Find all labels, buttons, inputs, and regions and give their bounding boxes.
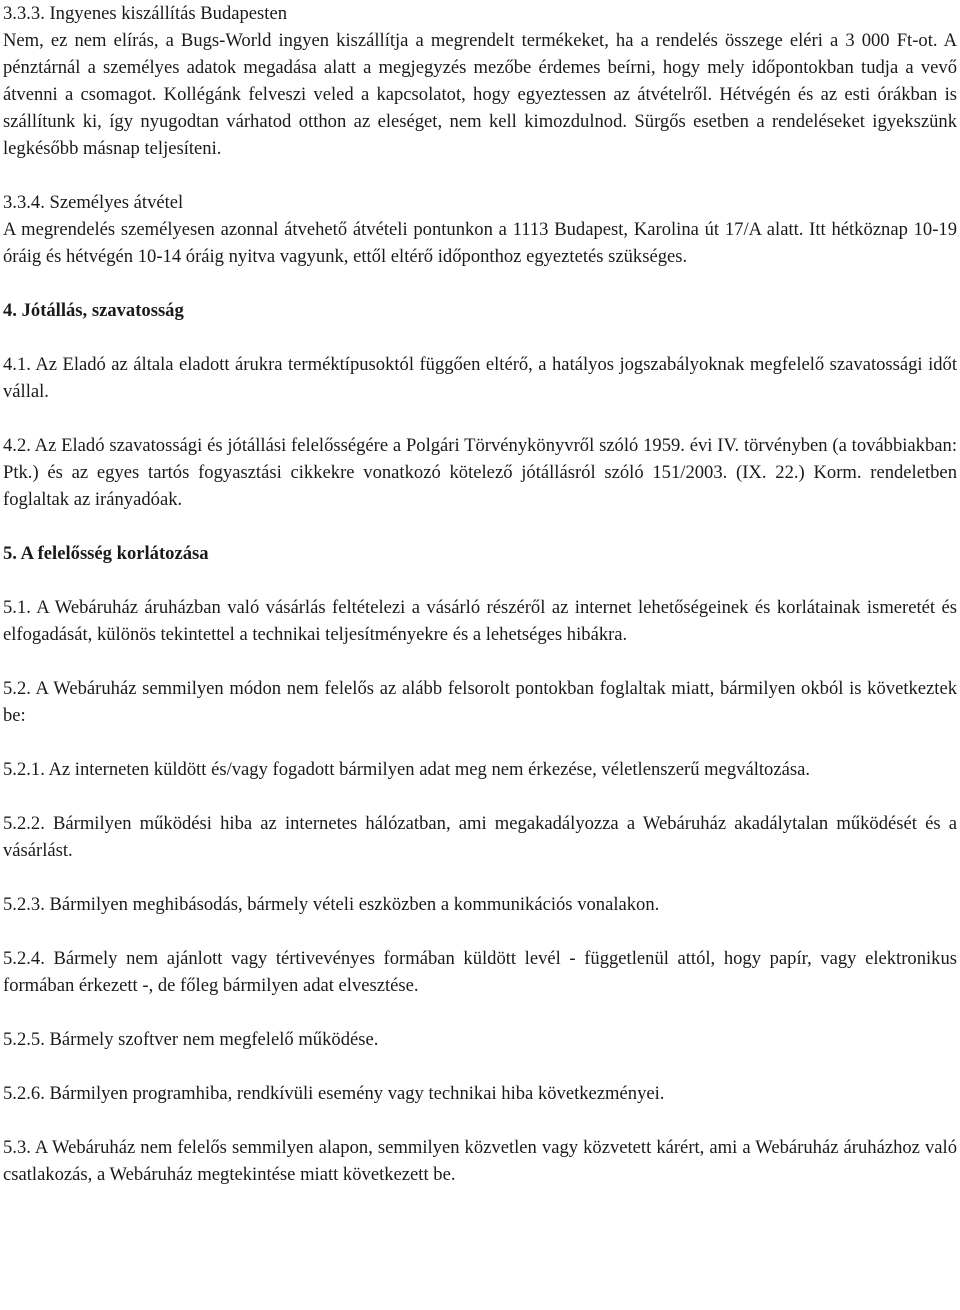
paragraph: 5.2.4. Bármely nem ajánlott vagy tértivevényes formában küldött levél - függetlenül attól, hogy papír, vagy elektronikus formában érkezett -, de főleg bármilyen adat elvesztése. <box>3 948 957 996</box>
paragraph: 5.1. A Webáruház áruházban való vásárlás feltételezi a vásárló részéről az internet lehetőségeinek és korlátainak ismeretét és elfogadását, különös tekintettel a technikai teljesítményekre és a lehetséges hibákra. <box>3 597 957 645</box>
section-3-3-3 <box>3 0 957 162</box>
section-heading: 3.3.4. Személyes átvétel <box>3 192 184 213</box>
paragraph: 5.2.5. Bármely szoftver nem megfelelő működése. <box>3 1029 379 1050</box>
paragraph: 4.1. Az Eladó az általa eladott árukra terméktípusoktól függően eltérő, a hatályos jogszabályoknak megfelelő szavatossági időt vállal. <box>3 354 957 402</box>
paragraph: 5.2.2. Bármilyen működési hiba az internetes hálózatban, ami megakadályozza a Webáruház akadálytalan működését és a vásárlást. <box>3 813 957 861</box>
paragraph: A megrendelés személyesen azonnal átvehető átvételi pontunkon a 1113 Budapest, Karolina út 17/A alatt. Itt hétköznap 10-19 óráig és hétvégén 10-14 óráig nyitva vagyunk, ettől eltérő időponthoz egyeztetés szükséges. <box>3 219 957 267</box>
paragraph: 5.2.3. Bármilyen meghibásodás, bármely vételi eszközben a kommunikációs vonalakon. <box>3 894 660 915</box>
paragraph: 5.2.6. Bármilyen programhiba, rendkívüli esemény vagy technikai hiba következményei. <box>3 1083 665 1104</box>
paragraph: 5.3. A Webáruház nem felelős semmilyen alapon, semmilyen közvetlen vagy közvetett kárért, ami a Webáruház áruházhoz való csatlakozás, a Webáruház megtekintése miatt következett be. <box>3 1137 957 1185</box>
section-heading: 4. Jótállás, szavatosság <box>3 300 184 321</box>
paragraph: 5.2. A Webáruház semmilyen módon nem felelős az alább felsorolt pontokban foglaltak miatt, bármilyen okból is következtek be: <box>3 678 957 726</box>
section-3-3-4 <box>3 189 957 270</box>
section-heading: 5. A felelősség korlátozása <box>3 543 209 564</box>
section-heading: 3.3.3. Ingyenes kiszállítás Budapesten <box>3 3 288 24</box>
paragraph: 4.2. Az Eladó szavatossági és jótállási felelősségére a Polgári Törvénykönyvről szóló 1959. évi IV. törvényben (a továbbiakban: Ptk.) és az egyes tartós fogyasztási cikkekre vonatkozó kötelező jótállásról szóló 151/2003. (IX. 22.) Korm. rendeletben foglaltak az irányadóak. <box>3 435 957 510</box>
paragraph: Nem, ez nem elírás, a Bugs-World ingyen kiszállítja a megrendelt termékeket, ha a rendelés összege eléri a 3 000 Ft-ot. A pénztárnál a személyes adatok megadása alatt a megjegyzés mezőbe érdemes beírni, hogy mely időpontokban tudja a vevő átvenni a csomagot. Kollégánk felveszi veled a kapcsolatot, hogy egyeztessen az átvételről. Hétvégén és az esti órákban is szállítunk ki, így nyugodtan várhatod otthon az eleséget, nem kell kimozdulnod. Sürgős esetben a rendeléseket igyekszünk legkésőbb másnap teljesíteni. <box>3 30 957 159</box>
document-page <box>3 0 957 1215</box>
paragraph: 5.2.1. Az interneten küldött és/vagy fogadott bármilyen adat meg nem érkezése, véletlenszerű megváltozása. <box>3 759 810 780</box>
section-5 <box>3 540 957 1188</box>
section-4 <box>3 297 957 513</box>
